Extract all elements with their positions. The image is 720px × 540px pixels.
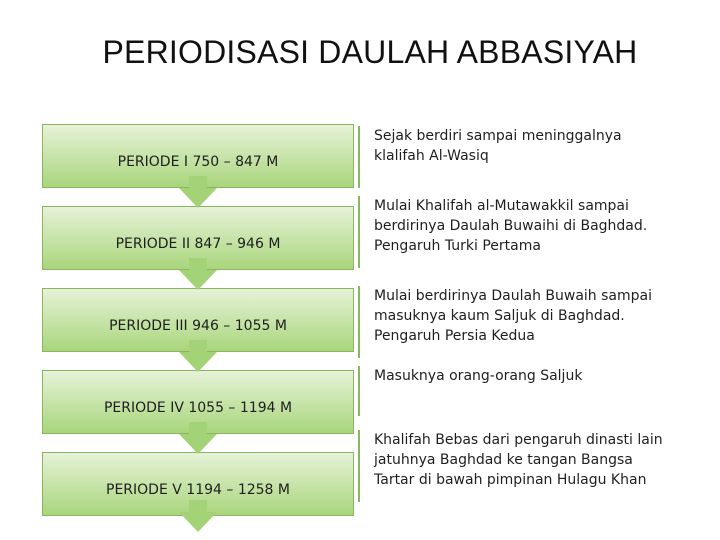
period-description-5 bbox=[358, 430, 678, 502]
description-line: Pengaruh Turki Pertama bbox=[374, 238, 541, 254]
description-line: Khalifah Bebas dari pengaruh dinasti lain bbox=[374, 432, 663, 448]
period-label: PERIODE IV 1055 – 1194 M bbox=[103, 400, 293, 416]
period-label: PERIODE III 946 – 1055 M bbox=[109, 318, 287, 334]
description-line: Pengaruh Persia Kedua bbox=[374, 328, 535, 344]
description-line: Mulai Khalifah al-Mutawakkil sampai bbox=[374, 198, 629, 214]
down-arrow-icon bbox=[179, 176, 217, 208]
description-line: berdirinya Daulah Buwaihi di Baghdad. bbox=[374, 218, 648, 234]
period-description-3 bbox=[358, 286, 678, 358]
description-line: Sejak berdiri sampai meninggalnya bbox=[374, 128, 622, 144]
period-label: PERIODE I 750 – 847 M bbox=[117, 154, 279, 170]
period-description-1 bbox=[358, 126, 678, 188]
period-description-2 bbox=[358, 196, 678, 268]
down-arrow-icon bbox=[179, 500, 217, 532]
description-line: Tartar di bawah pimpinan Hulagu Khan bbox=[374, 472, 647, 488]
period-label: PERIODE II 847 – 946 M bbox=[115, 236, 281, 252]
down-arrow-icon bbox=[179, 258, 217, 290]
description-line: Masuknya orang-orang Saljuk bbox=[374, 368, 583, 384]
description-line: jatuhnya Baghdad ke tangan Bangsa bbox=[374, 452, 633, 468]
down-arrow-icon bbox=[179, 422, 217, 454]
page-title: PERIODISASI DAULAH ABBASIYAH bbox=[102, 34, 638, 70]
period-label: PERIODE V 1194 – 1258 M bbox=[106, 482, 290, 498]
description-line: klalifah Al-Wasiq bbox=[374, 148, 489, 164]
description-line: Mulai berdirinya Daulah Buwaih sampai bbox=[374, 288, 652, 304]
description-line: masuknya kaum Saljuk di Baghdad. bbox=[374, 308, 625, 324]
period-description-4 bbox=[358, 366, 678, 416]
down-arrow-icon bbox=[179, 340, 217, 372]
